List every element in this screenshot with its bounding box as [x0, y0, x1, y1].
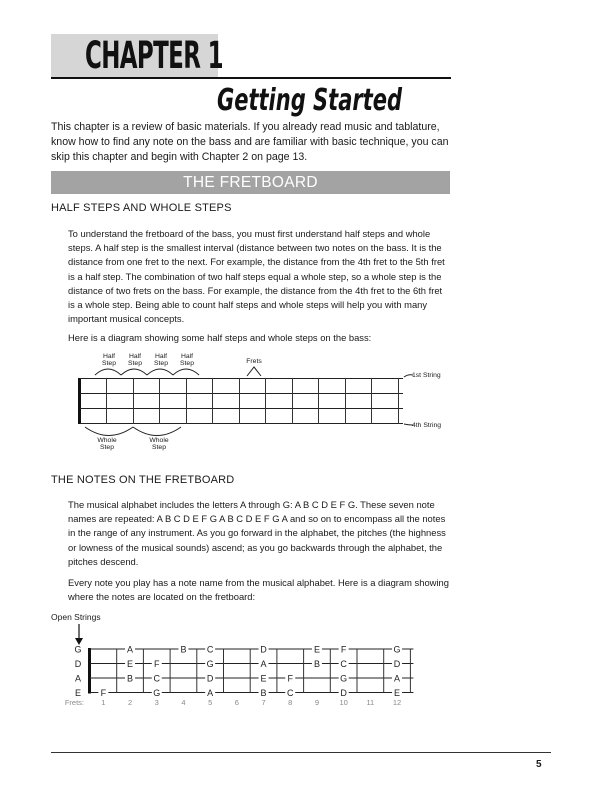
half-whole-paragraph: To understand the fretboard of the bass, you must first understand half steps and whole steps. A half step is the smallest interval (distance between two notes on the bass. It is the distance from one fret to the next. For example, the distance from the 4th fret to the 5th fret is a half step. The combination of two half steps equal a whole step, so a whole step is the distance of two frets on the bass. For example, the distance from the 4th fret to the 6th fret is a whole step. Being able to count half steps and whole steps will help you with many important musical concepts.: [68, 228, 445, 325]
fret-number: 4: [181, 698, 186, 707]
frets-axis-label: Frets:: [64, 698, 84, 707]
frets-label: Frets: [246, 358, 262, 365]
chapter-title: CHAPTER 1: [85, 34, 223, 77]
half-whole-lead-in: Here is a diagram showing some half steps and whole steps on the bass:: [68, 332, 372, 343]
fretboard-note: A: [207, 687, 214, 698]
whole-step-label-1: Whole Step: [97, 437, 117, 451]
fretboard-note: A: [394, 673, 401, 684]
fretboard-note: B: [313, 658, 320, 669]
fretboard-note: C: [153, 673, 160, 684]
fretboard-note: E: [394, 687, 401, 698]
fretboard-note: G: [393, 644, 401, 655]
fretboard-note: F: [340, 644, 347, 655]
fretboard-note: G: [153, 687, 161, 698]
fretboard-note: E: [260, 673, 267, 684]
intro-paragraph: This chapter is a review of basic materials. If you already read music and tablature, know how to find any note on the bass and are familiar with basic technique, you can skip this chapter and begin with Chapter 2 on page 13.: [51, 121, 449, 163]
fret-number: 11: [366, 698, 375, 707]
fretboard-note: D: [206, 673, 214, 684]
fret-number: 9: [314, 698, 320, 707]
fretboard-note: B: [260, 687, 267, 698]
fretboard-note: G: [340, 673, 348, 684]
fretboard-note: D: [393, 658, 401, 669]
section-title: THE FRETBOARD: [51, 171, 450, 194]
subheading-half-whole: HALF STEPS AND WHOLE STEPS: [51, 202, 232, 214]
half-step-label-2: Half Step: [128, 353, 142, 367]
fretboard-note: B: [127, 673, 134, 684]
fret-number: 6: [234, 698, 239, 707]
fretboard-note: E: [313, 644, 320, 655]
half-step-label-4: Half Step: [180, 353, 194, 367]
fretboard-note: F: [154, 658, 160, 669]
open-string-note: A: [74, 673, 82, 684]
half-step-label-1: Half Step: [102, 353, 116, 367]
fret-number: 7: [261, 698, 266, 707]
fretboard-note: C: [340, 658, 347, 669]
notes-lead-in: Every note you play has a note name from the musical alphabet. Here is a diagram showing where the notes are located on the fretboard:: [68, 577, 449, 603]
fretboard-nut: [88, 648, 91, 694]
fret-number: 12: [392, 698, 402, 707]
first-string-label: 1st String: [412, 372, 441, 379]
fretboard-note: G: [206, 658, 214, 669]
fretboard-note: A: [260, 658, 267, 669]
fret-number: 10: [339, 698, 348, 707]
whole-step-label-2: Whole Step: [149, 437, 169, 451]
open-string-note: D: [74, 659, 82, 669]
fretboard-note: B: [180, 644, 187, 655]
fretboard-note: C: [206, 644, 214, 655]
fretboard-note: F: [100, 687, 107, 698]
notes-paragraph: The musical alphabet includes the letters A through G: A B C D E F G. These seven note names are repeated: A B C D E F G A B C D E F G A and so on to encompass all the notes in the range of any instrument. As you go forward in the alphabet, the pitches (the highness or lowness of the musical sounds) ascend; as you go backwards through the alphabet, the pitches descend.: [68, 499, 446, 567]
fret-number: 1: [101, 698, 106, 707]
fretboard-note: A: [127, 644, 134, 655]
open-string-note: G: [74, 644, 82, 655]
footer-rule: [51, 752, 551, 753]
fret-number: 8: [288, 698, 293, 707]
fretboard-note: C: [287, 687, 294, 698]
open-strings-label: Open Strings: [51, 612, 101, 622]
fret-number: 5: [208, 698, 213, 707]
page-number: 5: [536, 759, 542, 770]
subheading-notes: THE NOTES ON THE FRETBOARD: [51, 474, 235, 486]
fret-number: 2: [127, 698, 133, 707]
half-step-label-3: Half Step: [154, 353, 168, 367]
open-string-note: E: [74, 688, 82, 698]
fretboard-note: D: [340, 687, 347, 698]
fretboard-note: D: [260, 644, 267, 655]
page-title: Getting Started: [217, 83, 403, 118]
fourth-string-label: 4th String: [412, 422, 442, 429]
fret-number: 3: [154, 698, 159, 707]
fretboard-note: F: [287, 673, 293, 684]
fretboard-note: E: [127, 658, 134, 669]
